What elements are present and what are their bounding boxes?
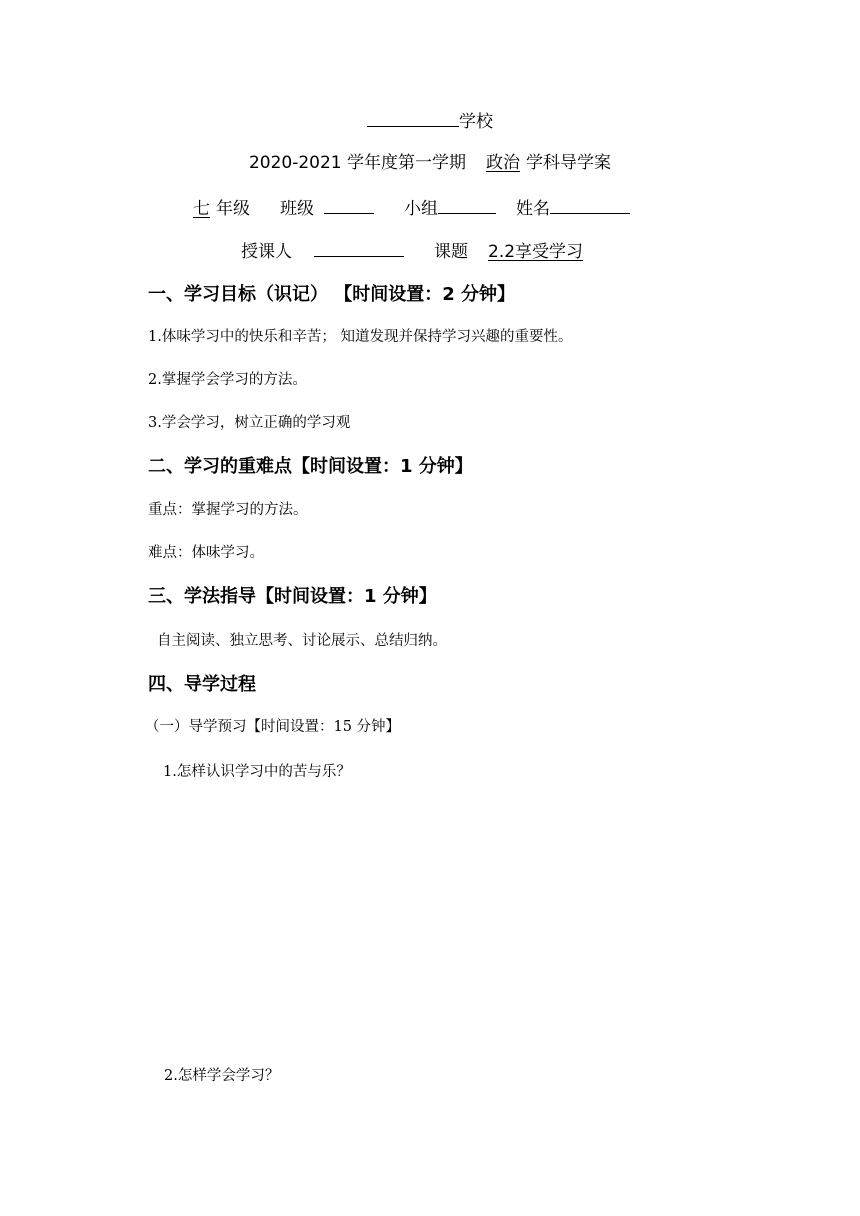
school-blank[interactable] — [367, 112, 459, 127]
student-info-line — [193, 199, 630, 218]
section-1-title: 一、学习目标（识记） 【时间设置：2 分钟】 — [148, 284, 516, 305]
school-line — [0, 112, 860, 131]
title-suffix: 学科导学案 — [526, 153, 612, 173]
lesson-info-line — [241, 242, 583, 261]
key-point: 重点：掌握学习的方法。 — [148, 502, 308, 518]
method-guidance: 自主阅读、独立思考、讨论展示、总结归纳。 — [157, 633, 447, 649]
section-4-title: 四、导学过程 — [148, 674, 256, 695]
name-label: 姓名 — [516, 199, 550, 219]
question-1: 1.怎样认识学习中的苦与乐？ — [163, 764, 351, 780]
class-blank[interactable] — [324, 199, 374, 214]
teacher-blank[interactable] — [314, 242, 404, 257]
objective-item-2: 2.掌握学会学习的方法。 — [148, 372, 307, 388]
name-blank[interactable] — [550, 199, 630, 214]
grade-value: 七 — [193, 199, 210, 219]
section-2-title: 二、学习的重难点【时间设置：1 分钟】 — [148, 456, 473, 477]
grade-label: 年级 — [216, 199, 250, 219]
subsection-preview: （一）导学预习【时间设置：15 分钟】 — [145, 719, 401, 735]
teacher-label: 授课人 — [241, 242, 292, 262]
topic-value: 2.2享受学习 — [488, 242, 584, 262]
section-3-title: 三、学法指导【时间设置：1 分钟】 — [148, 586, 437, 607]
difficult-point: 难点：体味学习。 — [148, 545, 264, 561]
school-label: 学校 — [459, 112, 493, 132]
topic-label: 课题 — [434, 242, 468, 262]
year-term: 2020-2021 学年度第一学期 — [248, 153, 467, 173]
group-blank[interactable] — [438, 199, 496, 214]
title-line — [0, 155, 860, 172]
group-label: 小组 — [404, 199, 438, 219]
objective-item-1: 1.体味学习中的快乐和辛苦； 知道发现并保持学习兴趣的重要性。 — [148, 329, 573, 345]
class-label: 班级 — [280, 199, 314, 219]
question-2: 2.怎样学会学习？ — [164, 1068, 280, 1084]
objective-item-3: 3.学会学习，树立正确的学习观 — [148, 415, 351, 431]
subject-value: 政治 — [486, 153, 521, 173]
